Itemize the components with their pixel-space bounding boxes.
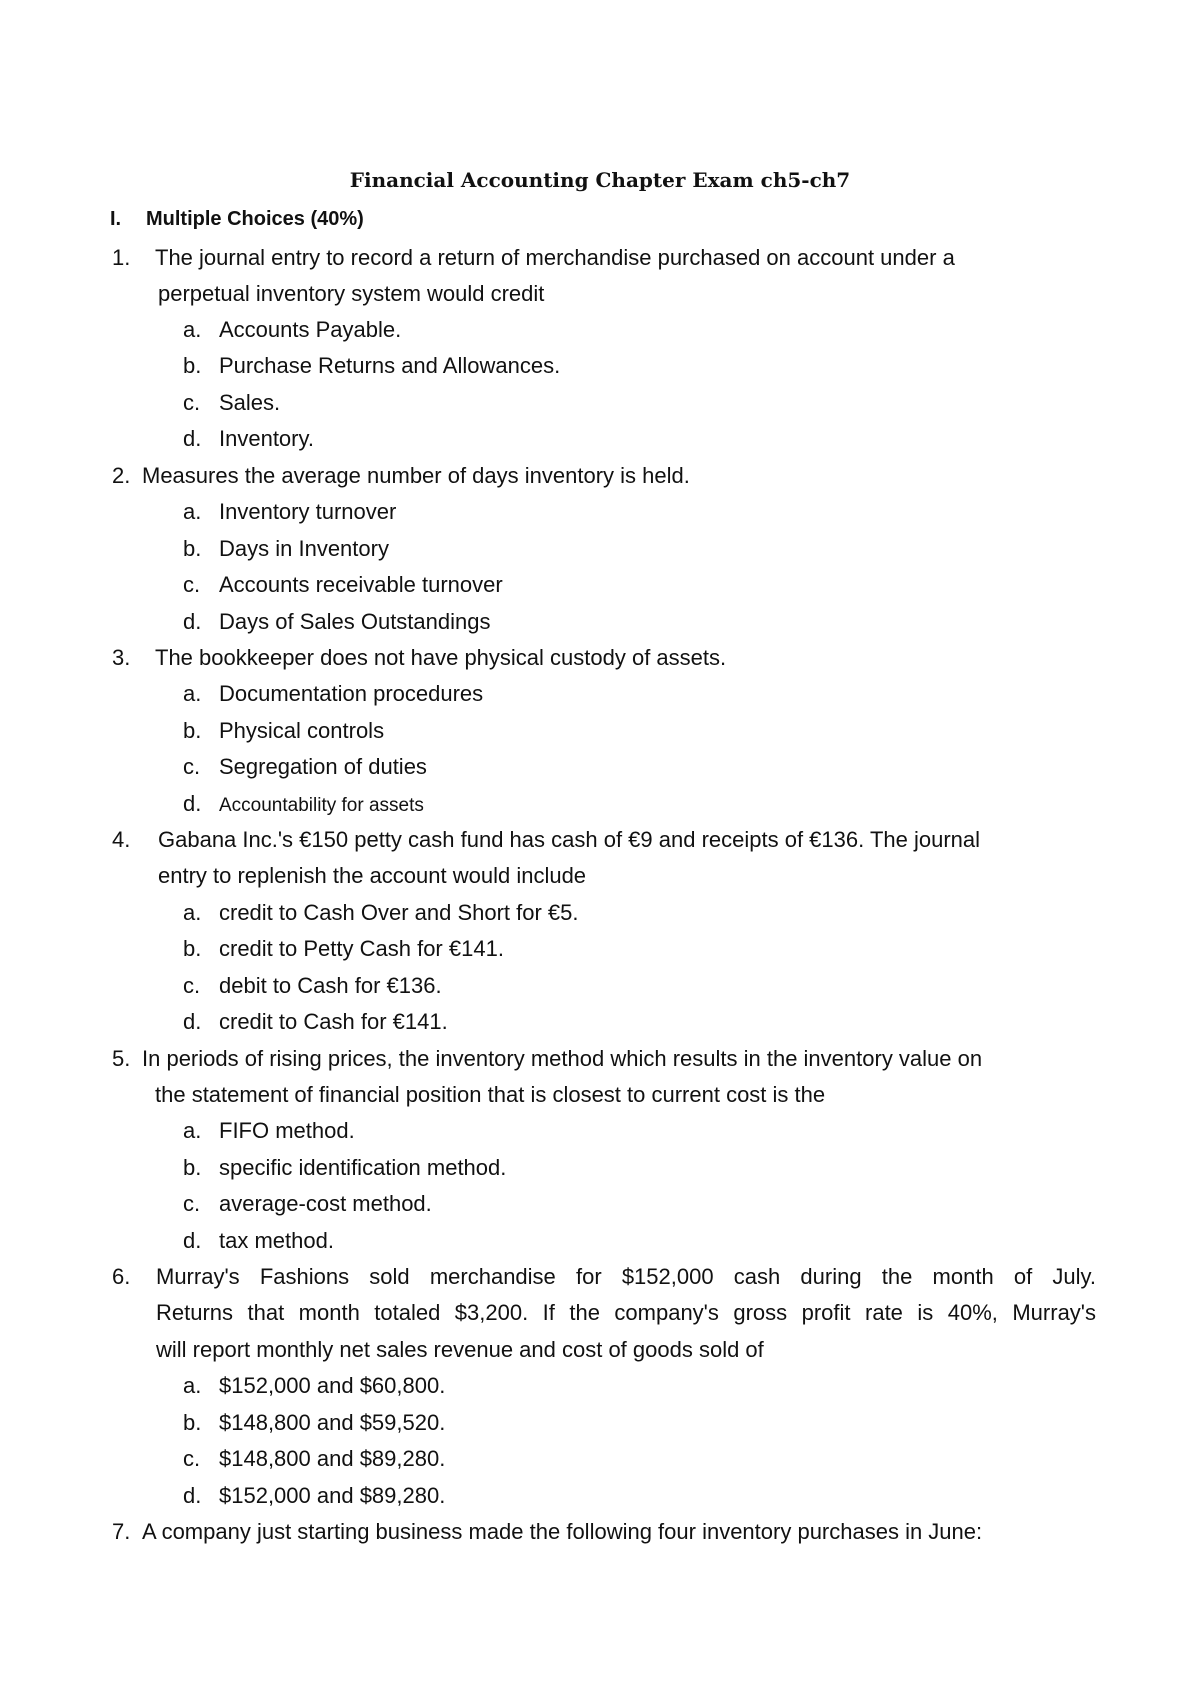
question-text: The journal entry to record a return of merchandise purchased on account under a — [155, 245, 955, 270]
option-text: $148,800 and $59,520. — [219, 1410, 446, 1435]
option-letter: a. — [183, 499, 202, 524]
option-text: Days in Inventory — [219, 536, 389, 561]
option-text: Purchase Returns and Allowances. — [219, 353, 561, 378]
option-letter: b. — [183, 353, 202, 378]
question-text: Returns that month totaled $3,200. If the company's gross profit rate is 40%, Murray's — [156, 1300, 1096, 1325]
option-text: debit to Cash for €136. — [219, 973, 442, 998]
option-text: Accounts Payable. — [219, 317, 402, 342]
section-label: Multiple Choices (40%) — [146, 208, 364, 230]
option-text: average-cost method. — [219, 1191, 432, 1216]
question-text: entry to replenish the account would include — [158, 863, 587, 888]
option-letter: a. — [183, 317, 202, 342]
option-letter: b. — [183, 536, 202, 561]
option-letter: a. — [183, 681, 202, 706]
option-text: credit to Cash for €141. — [219, 1009, 448, 1034]
option-text: Accounts receivable turnover — [219, 572, 503, 597]
option-letter: a. — [183, 1118, 202, 1143]
option-letter: b. — [183, 1155, 202, 1180]
option-text: Documentation procedures — [219, 681, 484, 706]
option-letter: d. — [183, 791, 202, 816]
question-text: perpetual inventory system would credit — [158, 281, 545, 306]
option-letter: c. — [183, 754, 201, 779]
option-text: Physical controls — [219, 718, 385, 743]
question-text: the statement of financial position that is closest to current cost is the — [155, 1082, 826, 1107]
option-text: Sales. — [219, 390, 281, 415]
option-text: $152,000 and $89,280. — [219, 1483, 446, 1508]
option-text: Segregation of duties — [219, 754, 427, 779]
question-text: Gabana Inc.'s €150 petty cash fund has cash of €9 and receipts of €136. The journal — [158, 827, 981, 852]
option-text: Days of Sales Outstandings — [219, 609, 491, 634]
question-number: 7. — [112, 1519, 131, 1544]
option-letter: b. — [183, 718, 202, 743]
document-title: Financial Accounting Chapter Exam ch5-ch7 — [349, 168, 851, 192]
question-number: 4. — [112, 827, 131, 852]
option-letter: b. — [183, 1410, 202, 1435]
option-text: credit to Petty Cash for €141. — [219, 936, 504, 961]
option-text: Inventory turnover — [219, 499, 397, 524]
question-text: Murray's Fashions sold merchandise for $152,000 cash during the month of July. — [156, 1264, 1096, 1289]
option-letter: c. — [183, 1446, 201, 1471]
option-text: Accountability for assets — [219, 795, 424, 816]
question-text: will report monthly net sales revenue and cost of goods sold of — [156, 1337, 764, 1362]
option-text: Inventory. — [219, 426, 314, 451]
question-number: 5. — [112, 1046, 131, 1071]
question-number: 1. — [112, 245, 131, 270]
option-text: credit to Cash Over and Short for €5. — [219, 900, 579, 925]
option-letter: d. — [183, 1228, 202, 1253]
option-letter: b. — [183, 936, 202, 961]
option-letter: d. — [183, 426, 202, 451]
question-text: Measures the average number of days inventory is held. — [142, 463, 690, 488]
question-number: 6. — [112, 1264, 131, 1289]
option-letter: c. — [183, 572, 201, 597]
option-text: tax method. — [219, 1228, 334, 1253]
option-letter: c. — [183, 973, 201, 998]
option-text: $152,000 and $60,800. — [219, 1373, 446, 1398]
option-text: FIFO method. — [219, 1118, 355, 1143]
option-letter: c. — [183, 390, 201, 415]
option-letter: d. — [183, 1483, 202, 1508]
option-letter: a. — [183, 900, 202, 925]
section-numeral: I. — [110, 208, 122, 230]
question-text: The bookkeeper does not have physical custody of assets. — [155, 645, 727, 670]
question-text: In periods of rising prices, the inventory method which results in the inventory value on — [142, 1046, 983, 1071]
option-text: specific identification method. — [219, 1155, 507, 1180]
section-heading — [110, 208, 364, 231]
question-text: A company just starting business made the following four inventory purchases in June: — [142, 1519, 983, 1544]
option-text: $148,800 and $89,280. — [219, 1446, 446, 1471]
option-letter: a. — [183, 1373, 202, 1398]
option-letter: d. — [183, 609, 202, 634]
option-letter: d. — [183, 1009, 202, 1034]
question-number: 2. — [112, 463, 131, 488]
option-letter: c. — [183, 1191, 201, 1216]
question-number: 3. — [112, 645, 131, 670]
